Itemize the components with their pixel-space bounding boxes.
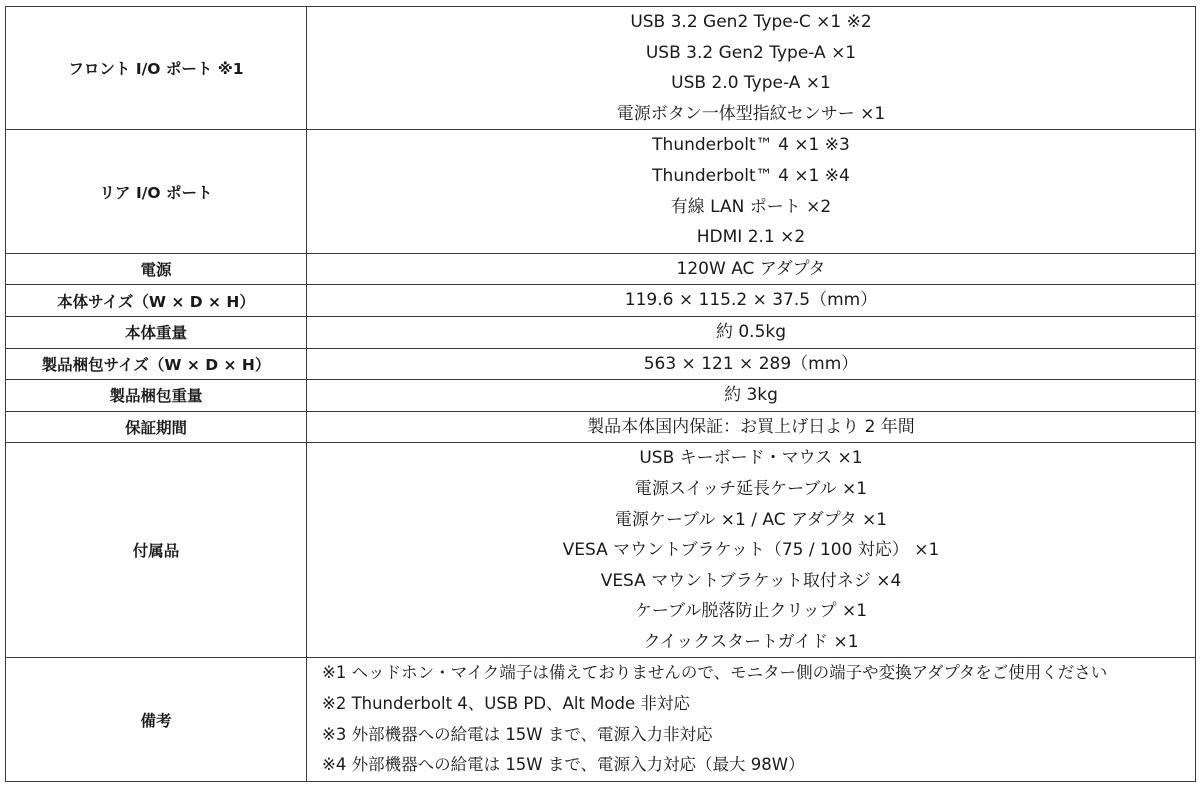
spec-value-line: 119.6 × 115.2 × 37.5（mm） [624, 290, 878, 311]
spec-value-line: VESA マウントブラケット（75 / 100 対応） ×1 [562, 540, 940, 561]
spec-label: 付属品 [6, 443, 307, 658]
spec-value-line: 約 0.5kg [715, 321, 787, 342]
spec-value-line: 約 3kg [724, 385, 778, 406]
spec-value-line: 電源ケーブル ×1 / AC アダプタ ×1 [614, 509, 888, 530]
note-line: ※3 外部機器への給電は 15W まで、電源入力非対応 [322, 724, 713, 744]
spec-value-line: VESA マウントブラケット取付ネジ ×4 [600, 570, 902, 591]
spec-value-line: Thunderbolt™ 4 ×1 ※3 [652, 135, 850, 156]
spec-row-accessories [6, 443, 1196, 658]
spec-row-rear-io [6, 130, 1196, 253]
spec-row-front-io [6, 7, 1196, 130]
note-line: ※2 Thunderbolt 4、USB PD、Alt Mode 非対応 [322, 694, 690, 714]
spec-label: 保証期間 [6, 411, 307, 443]
note-line: ※1 ヘッドホン・マイク端子は備えておりませんので、モニター側の端子や変換アダプタをご使用ください [322, 663, 1108, 683]
spec-row-package-weight [6, 380, 1196, 412]
spec-row-body-size [6, 285, 1196, 317]
spec-label: 本体サイズ（W × D × H） [6, 285, 307, 317]
spec-label: 電源 [6, 253, 307, 285]
spec-row-notes [6, 658, 1196, 781]
spec-value-line: USB 3.2 Gen2 Type-C ×1 ※2 [630, 12, 872, 32]
spec-row-body-weight [6, 316, 1196, 348]
spec-row-warranty [6, 411, 1196, 443]
spec-value-line: 製品本体国内保証：お買上げ日より 2 年間 [587, 416, 915, 437]
spec-value-line: USB 2.0 Type-A ×1 [671, 73, 831, 94]
spec-label: フロント I/O ポート ※1 [6, 7, 307, 130]
spec-value-line: 電源スイッチ延長ケーブル ×1 [634, 478, 868, 499]
spec-value-line: クイックスタートガイド ×1 [643, 631, 859, 652]
spec-row-power [6, 253, 1196, 285]
spec-label: 備考 [6, 658, 307, 781]
spec-value [307, 130, 1196, 253]
spec-value [307, 411, 1196, 443]
spec-label: 製品梱包サイズ（W × D × H） [6, 348, 307, 380]
spec-value-line: 120W AC アダプタ [676, 258, 826, 279]
spec-value [307, 253, 1196, 285]
spec-value-line: USB キーボード・マウス ×1 [639, 448, 863, 469]
spec-value-line: Thunderbolt™ 4 ×1 ※4 [652, 165, 850, 186]
spec-value-line: 有線 LAN ポート ×2 [670, 196, 832, 217]
spec-value-line: USB 3.2 Gen2 Type-A ×1 [645, 42, 857, 63]
spec-value-line: ケーブル脱落防止クリップ ×1 [634, 601, 868, 622]
spec-value [307, 658, 1196, 781]
spec-value [307, 7, 1196, 130]
spec-value [307, 348, 1196, 380]
note-line: ※4 外部機器への給電は 15W まで、電源入力対応（最大 98W） [322, 755, 805, 775]
spec-value [307, 316, 1196, 348]
spec-value [307, 380, 1196, 412]
spec-label: リア I/O ポート [6, 130, 307, 253]
spec-row-package-size [6, 348, 1196, 380]
spec-value-line: 電源ボタン一体型指紋センサー ×1 [616, 103, 886, 124]
spec-label: 本体重量 [6, 316, 307, 348]
spec-table [5, 6, 1196, 782]
spec-label: 製品梱包重量 [6, 380, 307, 412]
spec-value [307, 443, 1196, 658]
spec-value-line: HDMI 2.1 ×2 [696, 227, 806, 248]
spec-value [307, 285, 1196, 317]
spec-value-line: 563 × 121 × 289（mm） [643, 353, 859, 374]
